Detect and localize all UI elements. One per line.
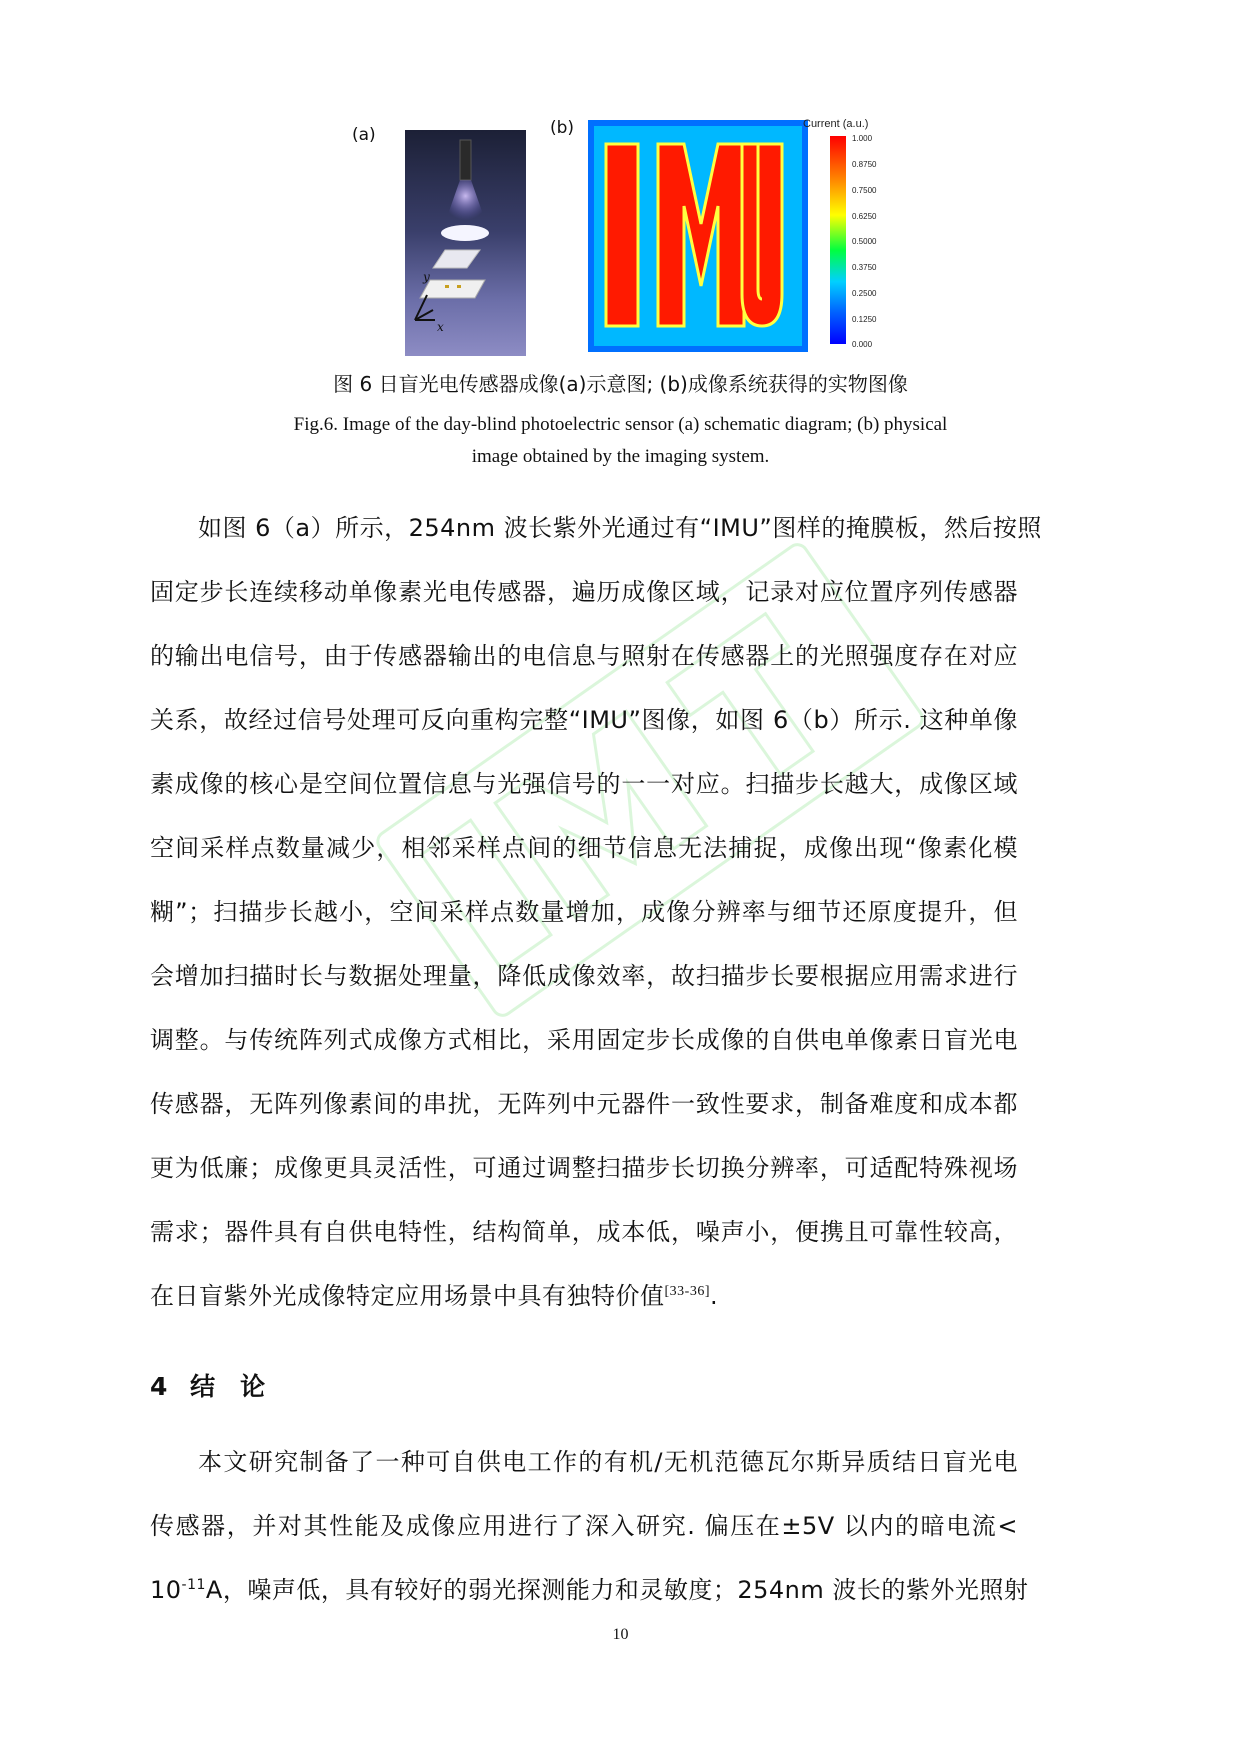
body-line: 需求；器件具有自供电特性，结构简单，成本低，噪声小，便携且可靠性较高，	[150, 1218, 1018, 1246]
colorbar-tick: 1.000	[852, 134, 873, 143]
colorbar-title: Current (a.u.)	[803, 118, 869, 130]
colorbar-tick: 0.5000	[852, 237, 877, 246]
body-line: 传感器，无阵列像素间的串扰，无阵列中元器件一致性要求，制备难度和成本都	[150, 1090, 1018, 1118]
conclusion-line: 传感器，并对其性能及成像应用进行了深入研究. 偏压在±5V 以内的暗电流<	[150, 1512, 1018, 1540]
page-number: 10	[612, 1626, 629, 1643]
body-line: 会增加扫描时长与数据处理量，降低成像效率，故扫描步长要根据应用需求进行	[150, 962, 1018, 990]
section-heading	[150, 1367, 265, 1403]
citation-ref: [33-36]	[664, 1284, 710, 1299]
body-line: 如图 6（a）所示，254nm 波长紫外光通过有“IMU”图样的掩膜板，然后按照	[198, 514, 1042, 542]
body-line-text: 在日盲紫外光成像特定应用场景中具有独特价值	[150, 1282, 665, 1310]
section-number: 4	[150, 1372, 168, 1401]
figure-caption-en-line1: Fig.6. Image of the day-blind photoelectric sensor (a) schematic diagram; (b) physical	[293, 414, 948, 435]
body-line: 素成像的核心是空间位置信息与光强信号的一一对应。扫描步长越大，成像区域	[150, 770, 1018, 798]
imu-current-map	[588, 120, 808, 352]
body-line: 关系，故经过信号处理可反向重构完整“IMU”图像，如图 6（b）所示. 这种单像	[150, 706, 1018, 734]
colorbar-tick: 0.1250	[852, 315, 877, 324]
figure-caption-cn: 图 6 日盲光电传感器成像(a)示意图; (b)成像系统获得的实物图像	[333, 372, 908, 396]
colorbar-tick: 0.7500	[852, 186, 877, 195]
colorbar-tick: 0.6250	[852, 212, 877, 221]
body-line-last	[150, 1276, 1018, 1311]
body-line: 的输出电信号，由于传感器输出的电信息与照射在传感器上的光照强度存在对应	[150, 642, 1018, 670]
conclusion-line-base: 10	[150, 1576, 182, 1604]
colorbar	[830, 136, 846, 344]
exponent: -11	[181, 1577, 206, 1593]
colorbar-tick: 0.2500	[852, 289, 877, 298]
body-line: 调整。与传统阵列式成像方式相比，采用固定步长成像的自供电单像素日盲光电	[150, 1026, 1018, 1054]
panel-label-a: (a)	[352, 125, 376, 145]
body-line: 固定步长连续移动单像素光电传感器，遍历成像区域，记录对应位置序列传感器	[150, 578, 1018, 606]
conclusion-line-rest: A，噪声低，具有较好的弱光探测能力和灵敏度；254nm 波长的紫外光照射	[205, 1576, 1029, 1604]
body-line-end: .	[710, 1282, 719, 1310]
colorbar-tick: 0.3750	[852, 263, 877, 272]
conclusion-line: 本文研究制备了一种可自供电工作的有机/无机范德瓦尔斯异质结日盲光电	[198, 1448, 1018, 1476]
body-line: 糊”；扫描步长越小，空间采样点数量增加，成像分辨率与细节还原度提升，但	[150, 898, 1018, 926]
axis-x-label: x	[437, 320, 444, 334]
axis-y-label: y	[423, 270, 430, 284]
colorbar-tick: 0.000	[852, 340, 873, 349]
body-line: 空间采样点数量减少，相邻采样点间的细节信息无法捕捉，成像出现“像素化模	[150, 834, 1018, 862]
section-title: 结 论	[190, 1372, 266, 1401]
figure-caption-en-line2: image obtained by the imaging system.	[471, 446, 770, 467]
schematic-image	[405, 130, 526, 356]
body-line: 更为低廉；成像更具灵活性，可通过调整扫描步长切换分辨率，可适配特殊视场	[150, 1154, 1018, 1182]
conclusion-line	[150, 1570, 1029, 1605]
panel-label-b: (b)	[550, 118, 575, 138]
colorbar-tick: 0.8750	[852, 160, 877, 169]
